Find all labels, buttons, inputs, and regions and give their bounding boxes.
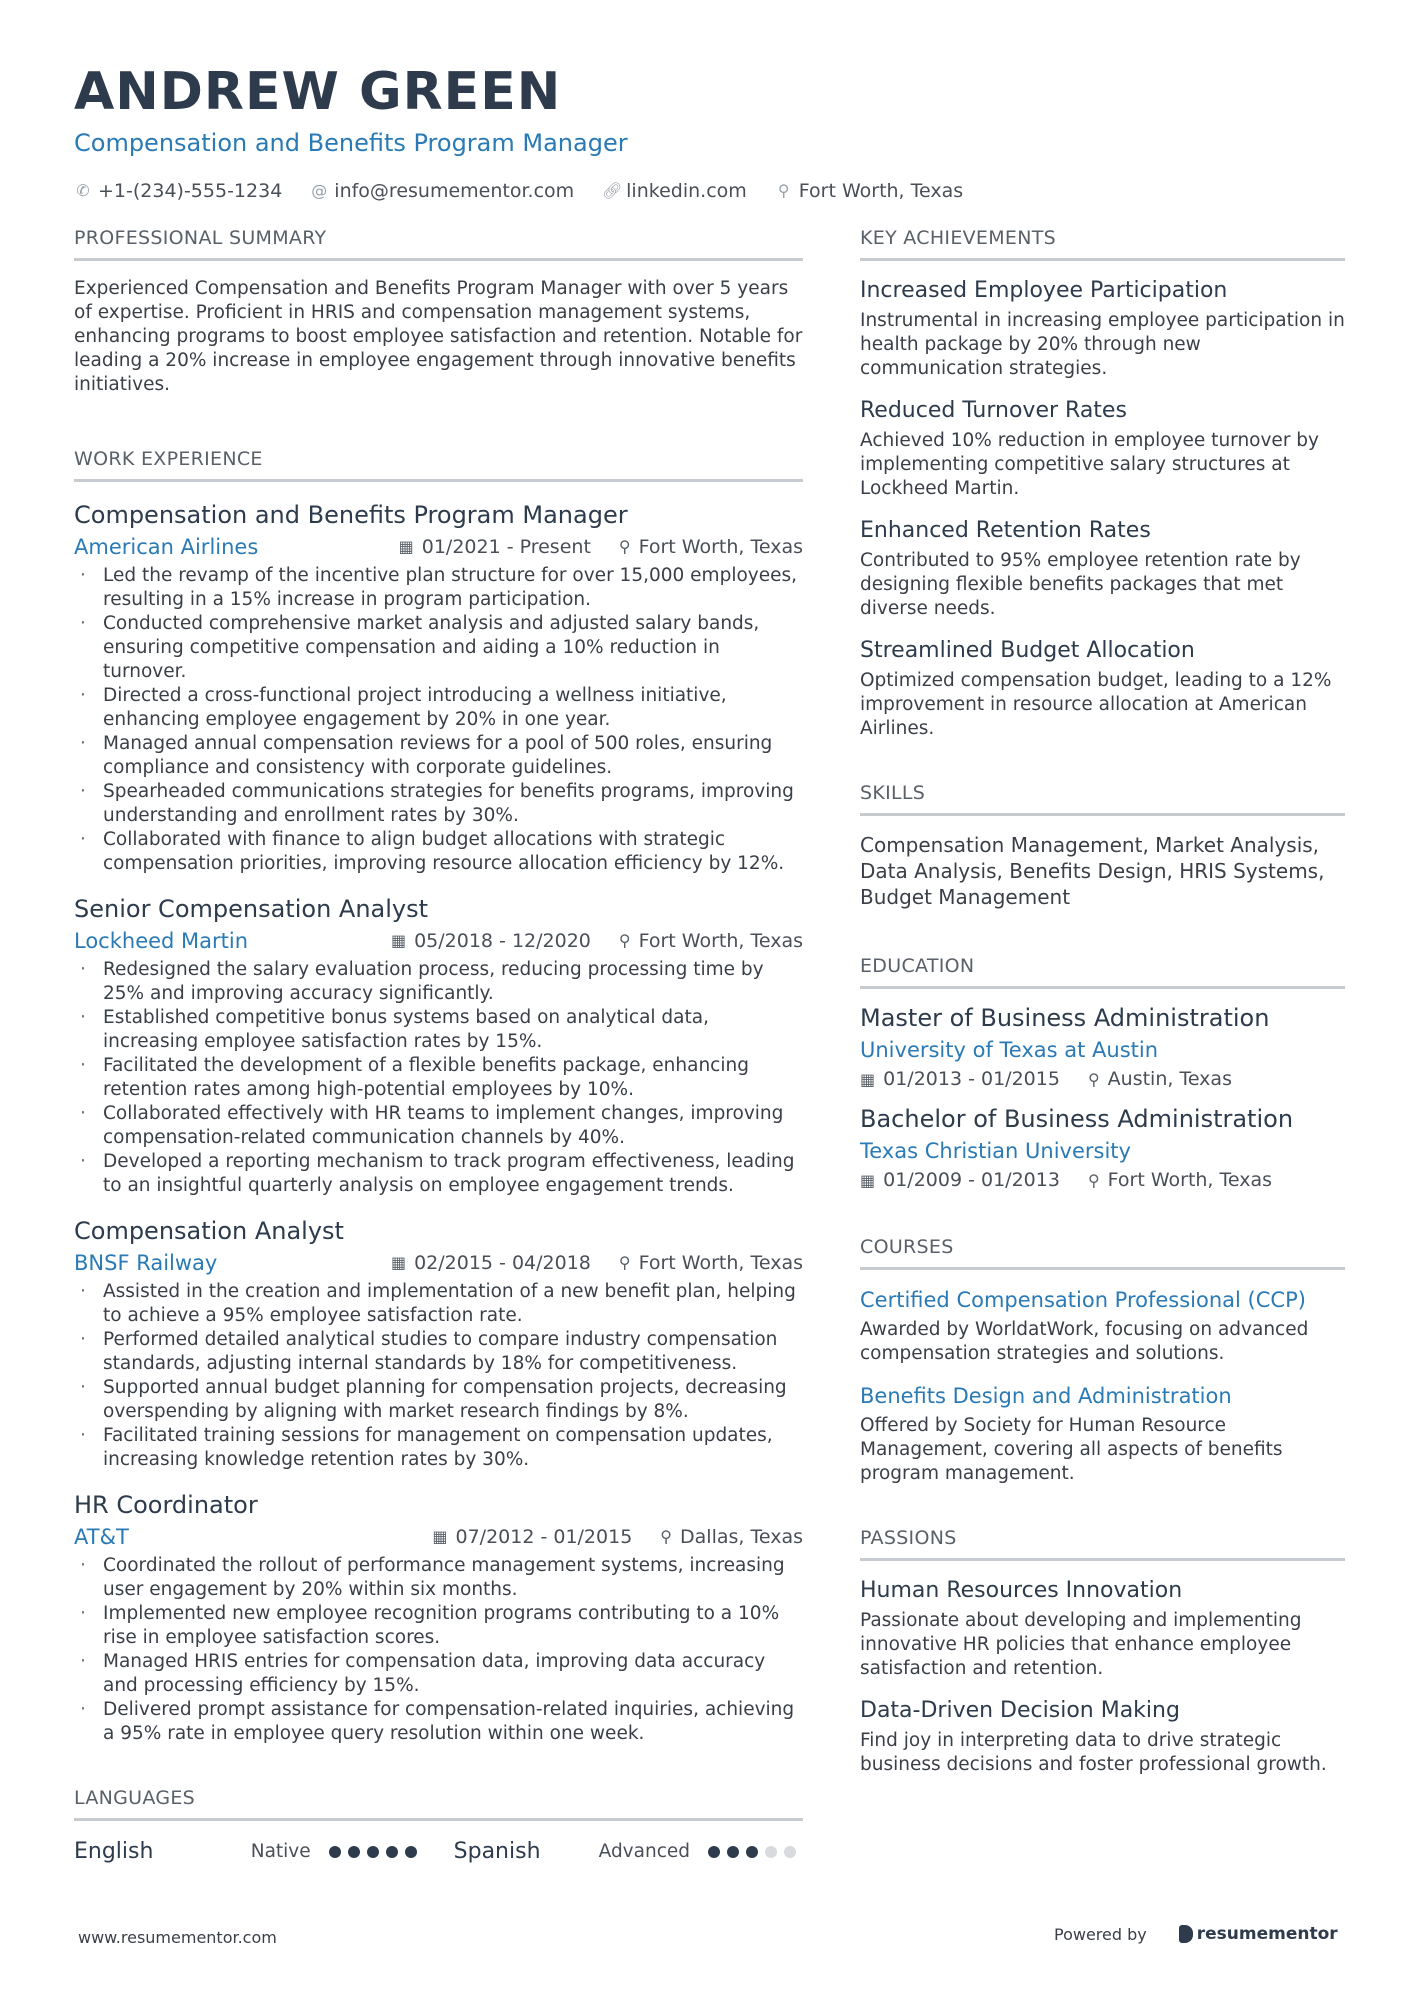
- rating-dot-filled: [727, 1846, 739, 1858]
- experience-section: [74, 447, 803, 1746]
- job-meta: [74, 1250, 803, 1276]
- job-company: American Airlines: [74, 535, 259, 559]
- resume-header: [74, 62, 1344, 204]
- achievement-desc: Contributed to 95% employee retention rate by designing flexible benefits packages that met diverse needs.: [860, 550, 1301, 619]
- achievement-desc: Achieved 10% reduction in employee turnover by implementing competitive salary structures at Lockheed Martin.: [860, 430, 1319, 499]
- job-bullet: · Coordinated the rollout of performance management systems, increasing user engagement by 20% within six months.: [74, 1554, 803, 1602]
- course-title: Benefits Design and Administration: [860, 1384, 1232, 1408]
- education-location: [1088, 1068, 1232, 1090]
- job-title: Senior Compensation Analyst: [74, 895, 429, 923]
- achievement-item: [860, 637, 1345, 741]
- job-dates-text: 05/2018 - 12/2020: [414, 930, 591, 952]
- calendar-icon: ▦: [390, 931, 407, 950]
- education-dates: [860, 1068, 1060, 1090]
- achievement-title: Streamlined Budget Allocation: [860, 638, 1195, 663]
- job-entry: [74, 1490, 803, 1746]
- contact-bar: [74, 178, 1344, 204]
- courses-heading: COURSES: [860, 1235, 1345, 1270]
- job-location: [619, 928, 803, 954]
- location-icon: ⚲: [660, 1527, 673, 1546]
- job-bullet: · Collaborated with finance to align budget allocations with strategic compensation priorities, improving resource allocation efficiency by 12%.: [74, 828, 803, 876]
- job-bullet: · Managed HRIS entries for compensation data, improving data accuracy and processing efficiency by 15%.: [74, 1650, 803, 1698]
- achievement-item: [860, 397, 1345, 501]
- job-dates: [391, 928, 591, 954]
- job-dates: [391, 1250, 591, 1276]
- location-icon: ⚲: [618, 931, 631, 950]
- job-location-text: Fort Worth, Texas: [638, 1252, 803, 1274]
- phone-icon: ✆: [76, 181, 90, 200]
- skills-heading: SKILLS: [860, 781, 1345, 816]
- language-rating: [708, 1846, 803, 1858]
- rating-dot-filled: [348, 1846, 360, 1858]
- job-meta: [74, 534, 803, 560]
- languages-row: [74, 1839, 803, 1864]
- language-name: English: [74, 1839, 154, 1864]
- rating-dot-filled: [367, 1846, 379, 1858]
- job-location: [619, 534, 803, 560]
- job-dates-text: 02/2015 - 04/2018: [414, 1252, 591, 1274]
- location-icon: ⚲: [1087, 1170, 1100, 1190]
- education-degree: Master of Business Administration: [860, 1004, 1270, 1032]
- passion-desc: Find joy in interpreting data to drive strategic business decisions and foster professional growth.: [860, 1730, 1327, 1775]
- course-title: Certified Compensation Professional (CCP): [860, 1288, 1306, 1312]
- job-bullets: [74, 958, 803, 1198]
- education-school: Texas Christian University: [860, 1139, 1131, 1163]
- job-bullet: · Facilitated the development of a flexible benefits package, enhancing retention rates among high-potential employees by 10%.: [74, 1054, 803, 1102]
- rating-dot-filled: [405, 1846, 417, 1858]
- education-location: [1088, 1169, 1272, 1191]
- achievement-title: Enhanced Retention Rates: [860, 518, 1151, 543]
- job-bullet: · Established competitive bonus systems based on analytical data, increasing employee satisfaction rates by 15%.: [74, 1006, 803, 1054]
- achievement-title: Reduced Turnover Rates: [860, 398, 1127, 423]
- education-meta: [860, 1068, 1345, 1090]
- job-bullet: · Developed a reporting mechanism to track program effectiveness, leading to an insightful quarterly analysis on employee engagement trends.: [74, 1150, 803, 1198]
- contact-location-text: Fort Worth, Texas: [798, 180, 964, 202]
- education-dates-text: 01/2009 - 01/2013: [883, 1169, 1060, 1191]
- skills-section: [860, 781, 1345, 910]
- language-name: Spanish: [453, 1839, 541, 1864]
- job-meta: [74, 928, 803, 954]
- education-degree: Bachelor of Business Administration: [860, 1105, 1294, 1133]
- job-bullets: [74, 1554, 803, 1746]
- language-level: Advanced: [598, 1841, 690, 1862]
- footer-powered: [1054, 1924, 1338, 1944]
- job-bullet: · Collaborated effectively with HR teams to implement changes, improving compensation-related communication channels by 40%.: [74, 1102, 803, 1150]
- link-icon: 🔗︎: [602, 181, 623, 200]
- passion-title: Human Resources Innovation: [860, 1578, 1183, 1603]
- footer-website[interactable]: www.resumementor.com: [78, 1928, 277, 1947]
- calendar-icon: ▦: [860, 1170, 876, 1190]
- education-dates: [860, 1169, 1060, 1191]
- job-bullet: · Supported annual budget planning for compensation projects, decreasing overspending by aligning with market research findings by 8%.: [74, 1376, 803, 1424]
- location-icon: ⚲: [777, 181, 790, 200]
- brand-logo[interactable]: [1179, 1924, 1338, 1944]
- job-dates-text: 01/2021 - Present: [421, 536, 591, 558]
- summary-text: Experienced Compensation and Benefits Program Manager with over 5 years of expertise. Proficient in HRIS and compensation management systems, enhancing programs to boost employee satisfaction and retention. Notable for leading a 20% increase in employee engagement through innovative benefits initiatives.: [74, 278, 803, 395]
- courses-section: [860, 1235, 1345, 1486]
- course-item: [860, 1286, 1345, 1366]
- job-entry: [74, 1216, 803, 1472]
- passion-item: [860, 1577, 1345, 1681]
- languages-section: [74, 1786, 803, 1864]
- job-bullet: · Directed a cross-functional project introducing a wellness initiative, enhancing employee engagement by 20% in one year.: [74, 684, 803, 732]
- education-item: [860, 1104, 1345, 1191]
- rating-dot-filled: [329, 1846, 341, 1858]
- education-location-text: Austin, Texas: [1107, 1068, 1232, 1090]
- job-bullet: · Delivered prompt assistance for compensation-related inquiries, achieving a 95% rate in employee query resolution within one week.: [74, 1698, 803, 1746]
- location-icon: ⚲: [1087, 1069, 1100, 1089]
- powered-by-label: Powered by: [1054, 1924, 1147, 1944]
- job-bullet: · Redesigned the salary evaluation process, reducing processing time by 25% and improving accuracy significantly.: [74, 958, 803, 1006]
- job-bullet: · Implemented new employee recognition programs contributing to a 10% rise in employee satisfaction scores.: [74, 1602, 803, 1650]
- right-column: [860, 226, 1345, 1777]
- job-bullet: · Conducted comprehensive market analysis and adjusted salary bands, ensuring competitive compensation and aiding a 10% reduction in turnover.: [74, 612, 803, 684]
- contact-linkedin-text: linkedin.com: [626, 180, 747, 202]
- languages-heading: LANGUAGES: [74, 1786, 803, 1821]
- language-rating: [329, 1846, 424, 1858]
- job-company: BNSF Railway: [74, 1251, 218, 1275]
- achievements-section: [860, 226, 1345, 741]
- rating-dot-filled: [386, 1846, 398, 1858]
- education-section: [860, 954, 1345, 1191]
- education-dates-text: 01/2013 - 01/2015: [883, 1068, 1060, 1090]
- candidate-name: ANDREW GREEN: [74, 62, 562, 122]
- job-meta: [74, 1524, 803, 1550]
- course-item: [860, 1382, 1345, 1486]
- contact-email[interactable]: [310, 178, 574, 204]
- language-level: Native: [250, 1841, 311, 1862]
- job-location: [619, 1250, 803, 1276]
- left-column: [74, 226, 803, 1864]
- passion-item: [860, 1697, 1345, 1777]
- achievement-title: Increased Employee Participation: [860, 278, 1228, 303]
- candidate-title: Compensation and Benefits Program Manager: [74, 129, 628, 157]
- achievements-heading: KEY ACHIEVEMENTS: [860, 226, 1345, 261]
- location-icon: ⚲: [618, 537, 631, 556]
- calendar-icon: ▦: [432, 1527, 448, 1546]
- summary-section: [74, 226, 803, 397]
- job-bullet: · Facilitated training sessions for management on compensation updates, increasing knowledge retention rates by 30%.: [74, 1424, 803, 1472]
- job-entry: [74, 894, 803, 1198]
- job-title: Compensation Analyst: [74, 1217, 344, 1245]
- rating-dot-empty: [765, 1846, 777, 1858]
- education-location-text: Fort Worth, Texas: [1107, 1169, 1273, 1191]
- skills-text: Compensation Management, Market Analysis, Data Analysis, Benefits Design, HRIS Systems, Budget Management: [860, 833, 1325, 909]
- passions-heading: PASSIONS: [860, 1526, 1345, 1561]
- education-item: [860, 1003, 1345, 1090]
- job-entry: [74, 500, 803, 876]
- job-bullet: · Managed annual compensation reviews for a pool of 500 roles, ensuring compliance and consistency with corporate guidelines.: [74, 732, 803, 780]
- job-bullets: [74, 1280, 803, 1472]
- achievement-item: [860, 277, 1345, 381]
- contact-linkedin[interactable]: [602, 178, 747, 204]
- job-location-text: Dallas, Texas: [680, 1526, 803, 1548]
- contact-location: [775, 178, 963, 204]
- contact-phone-text: +1-(234)-555-1234: [98, 180, 283, 202]
- job-bullet: · Spearheaded communications strategies for benefits programs, improving understanding and enrollment rates by 30%.: [74, 780, 803, 828]
- job-company: AT&T: [74, 1525, 129, 1549]
- rating-dot-filled: [746, 1846, 758, 1858]
- education-heading: EDUCATION: [860, 954, 1345, 989]
- contact-phone[interactable]: [74, 178, 282, 204]
- passions-section: [860, 1526, 1345, 1777]
- calendar-icon: ▦: [390, 1253, 407, 1272]
- job-bullet: · Led the revamp of the incentive plan structure for over 15,000 employees, resulting in a 15% increase in program participation.: [74, 564, 803, 612]
- experience-heading: WORK EXPERIENCE: [74, 447, 803, 482]
- rating-dot-filled: [708, 1846, 720, 1858]
- location-icon: ⚲: [618, 1253, 631, 1272]
- job-dates: [399, 534, 591, 560]
- summary-heading: PROFESSIONAL SUMMARY: [74, 226, 803, 261]
- job-title: Compensation and Benefits Program Manager: [74, 501, 628, 529]
- course-desc: Offered by Society for Human Resource Management, covering all aspects of benefits program management.: [860, 1415, 1283, 1484]
- achievement-item: [860, 517, 1345, 621]
- job-dates: [432, 1524, 632, 1550]
- job-company: Lockheed Martin: [74, 929, 249, 953]
- job-bullet: · Assisted in the creation and implementation of a new benefit plan, helping to achieve a 95% employee satisfaction rate.: [74, 1280, 803, 1328]
- passion-title: Data-Driven Decision Making: [860, 1698, 1180, 1723]
- achievement-desc: Optimized compensation budget, leading to a 12% improvement in resource allocation at American Airlines.: [860, 670, 1332, 739]
- job-location-text: Fort Worth, Texas: [638, 930, 803, 952]
- calendar-icon: ▦: [398, 537, 414, 556]
- job-location-text: Fort Worth, Texas: [638, 536, 803, 558]
- at-icon: @: [311, 181, 328, 200]
- education-meta: [860, 1169, 1345, 1191]
- education-school: University of Texas at Austin: [860, 1038, 1159, 1062]
- job-title: HR Coordinator: [74, 1491, 258, 1519]
- brand-mark-icon: [1179, 1925, 1193, 1943]
- passion-desc: Passionate about developing and implementing innovative HR policies that enhance employee satisfaction and retention.: [860, 1610, 1302, 1679]
- contact-email-text: info@resumementor.com: [334, 180, 575, 202]
- job-bullets: [74, 564, 803, 876]
- rating-dot-empty: [784, 1846, 796, 1858]
- job-location: [660, 1524, 803, 1550]
- job-bullet: · Performed detailed analytical studies to compare industry compensation standards, adjusting internal standards by 18% for competitiveness.: [74, 1328, 803, 1376]
- course-desc: Awarded by WorldatWork, focusing on advanced compensation strategies and solutions.: [860, 1319, 1309, 1364]
- calendar-icon: ▦: [860, 1069, 876, 1089]
- achievement-desc: Instrumental in increasing employee participation in health package by 20% through new communication strategies.: [860, 310, 1345, 379]
- brand-name: resumementor: [1196, 1924, 1338, 1944]
- job-dates-text: 07/2012 - 01/2015: [455, 1526, 633, 1548]
